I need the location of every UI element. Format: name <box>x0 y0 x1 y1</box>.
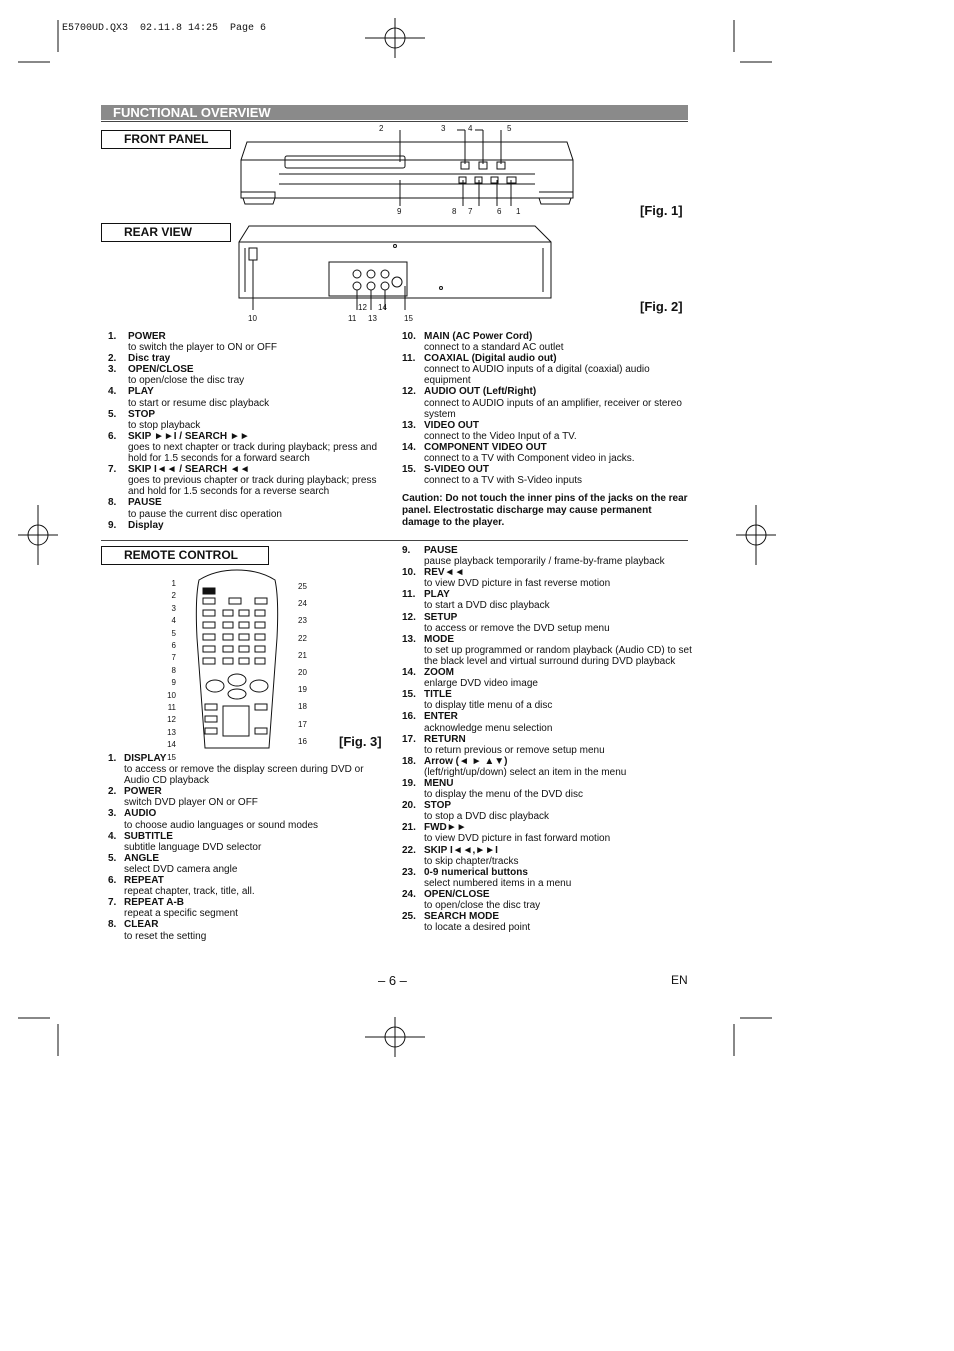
front-callout-3: 3 <box>441 124 446 133</box>
remote-items-right <box>402 545 692 933</box>
list-item: 3. AUDIO to choose audio languages or sound modes <box>108 808 319 831</box>
front-items-list <box>108 331 394 531</box>
list-item: 9. Display <box>108 519 164 531</box>
print-slug: E5700UD.QX3 02.11.8 14:25 Page 6 <box>62 23 267 34</box>
list-item: 5. ANGLE select DVD camera angle <box>108 852 238 875</box>
list-item: 6. REPEAT repeat chapter, track, title, all. <box>108 875 255 898</box>
front-callout-7: 7 <box>468 207 473 216</box>
remote-heading: REMOTE CONTROL <box>101 546 269 565</box>
list-item: 13. MODE to set up programmed or random playback (Audio CD) to set the black level and virtual surround during DVD playback <box>402 633 692 667</box>
front-callout-4: 4 <box>468 124 473 133</box>
rear-callout-14: 14 <box>378 303 387 312</box>
list-item: 8. CLEAR to reset the setting <box>108 919 207 942</box>
rear-callout-11: 11 <box>348 314 357 323</box>
divider <box>101 540 688 541</box>
rear-items-list <box>402 331 690 486</box>
list-item: 3. OPEN/CLOSE to open/close the disc tray <box>108 364 245 387</box>
list-item: 4. PLAY to start or resume disc playback <box>108 386 270 409</box>
caution-note: Caution: Do not touch the inner pins of the jacks on the rear panel. Electrostatic discharge may cause permanent damage to the player. <box>402 493 688 528</box>
list-item: 2. POWER switch DVD player ON or OFF <box>108 786 258 809</box>
list-item: 14. COMPONENT VIDEO OUT connect to a TV with Component video in jacks. <box>402 441 635 465</box>
list-item: 10. MAIN (AC Power Cord) connect to a standard AC outlet <box>402 331 564 354</box>
remote-left-callouts: 1 2 3 4 5 6 7 8 9 10 11 12 13 14 15 <box>167 579 176 762</box>
list-item: 5. STOP to stop playback <box>108 408 201 431</box>
list-item: 14. ZOOM enlarge DVD video image <box>402 667 538 690</box>
list-item: 7. SKIP I◄◄ / SEARCH ◄◄ goes to previous chapter or track during playback; press and hold for 1.5 seconds for a reverse search <box>108 464 377 498</box>
list-item: 20. STOP to stop a DVD disc playback <box>402 800 550 823</box>
list-item: 16. ENTER acknowledge menu selection <box>402 711 553 734</box>
front-callout-5: 5 <box>507 124 512 133</box>
list-item: 17. RETURN to return previous or remove setup menu <box>402 733 605 756</box>
list-item: 22. SKIP I◄◄,►►I to skip chapter/tracks <box>402 844 519 867</box>
front-callout-2: 2 <box>379 124 384 133</box>
front-panel-heading: FRONT PANEL <box>101 130 231 149</box>
list-item: 6. SKIP ►►I / SEARCH ►► goes to next chapter or track during playback; press and hold for 1.5 seconds for a forward search <box>108 430 378 465</box>
front-callout-8: 8 <box>452 207 457 216</box>
remote-items-left <box>108 753 388 942</box>
page-number: – 6 – <box>378 973 407 988</box>
list-item: 15. TITLE to display title menu of a disc <box>402 689 553 712</box>
list-item: 24. OPEN/CLOSE to open/close the disc tray <box>402 888 541 911</box>
remote-diagram <box>175 568 300 753</box>
list-item: 23. 0-9 numerical buttons select numbered items in a menu <box>402 866 572 889</box>
remote-right-callouts: 25 24 23 22 21 20 19 18 17 16 <box>298 582 307 746</box>
list-item: 21. FWD►► to view DVD picture in fast forward motion <box>402 822 611 845</box>
list-item: 18. Arrow (◄ ► ▲▼) (left/right/up/down) select an item in the menu <box>402 755 627 778</box>
list-item: 12. SETUP to access or remove the DVD setup menu <box>402 611 610 634</box>
front-callout-6: 6 <box>497 207 502 216</box>
rear-view-diagram <box>235 222 555 314</box>
list-item: 11. PLAY to start a DVD disc playback <box>402 589 550 612</box>
fig1-label: [Fig. 1] <box>640 203 683 218</box>
list-item: 10. REV◄◄ to view DVD picture in fast reverse motion <box>402 567 611 590</box>
fig2-label: [Fig. 2] <box>640 299 683 314</box>
language-tag: EN <box>671 973 688 987</box>
list-item: 11. COAXIAL (Digital audio out) connect to AUDIO inputs of a digital (coaxial) audio equipment <box>402 353 650 387</box>
rear-callout-15: 15 <box>404 314 413 323</box>
front-callout-1: 1 <box>516 207 521 216</box>
fig3-label: [Fig. 3] <box>339 734 382 749</box>
list-item: 1. POWER to switch the player to ON or OFF <box>108 331 277 354</box>
list-item: 12. AUDIO OUT (Left/Right) connect to AUDIO inputs of an amplifier, receiver or stereo system <box>402 386 682 420</box>
list-item: 25. SEARCH MODE to locate a desired point <box>402 911 531 934</box>
list-item: 19. MENU to display the menu of the DVD disc <box>402 777 583 801</box>
front-panel-diagram <box>235 120 580 220</box>
front-callout-9: 9 <box>397 207 402 216</box>
list-item: 1. DISPLAY to access or remove the display screen during DVD or Audio CD playback <box>108 753 364 787</box>
list-item: 7. REPEAT A-B repeat a specific segment <box>108 897 238 920</box>
rear-callout-12: 12 <box>358 303 367 312</box>
list-item: 2. Disc tray <box>108 353 171 365</box>
rear-callout-13: 13 <box>368 314 377 323</box>
rear-view-heading: REAR VIEW <box>101 223 231 242</box>
list-item: 9. PAUSE pause playback temporarily / frame-by-frame playback <box>402 545 665 568</box>
list-item: 15. S-VIDEO OUT connect to a TV with S-Video inputs <box>402 464 583 487</box>
list-item: 4. SUBTITLE subtitle language DVD selector <box>108 830 262 853</box>
rear-callout-10: 10 <box>248 314 257 323</box>
list-item: 8. PAUSE to pause the current disc operation <box>108 497 282 520</box>
section-title: FUNCTIONAL OVERVIEW <box>101 105 688 120</box>
list-item: 13. VIDEO OUT connect to the Video Input of a TV. <box>402 419 577 442</box>
